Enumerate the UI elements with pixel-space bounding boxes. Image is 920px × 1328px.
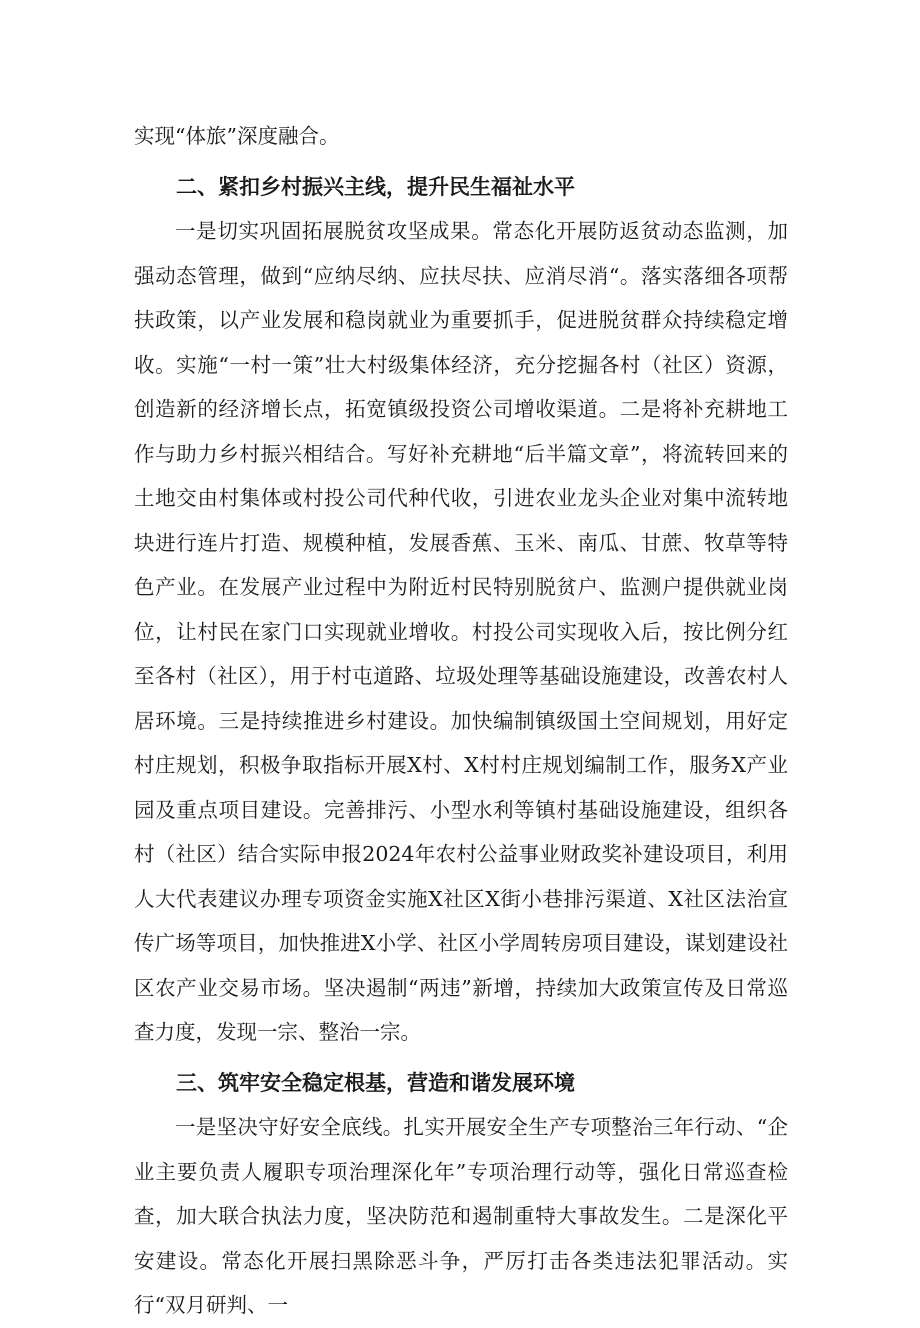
document-body — [134, 114, 788, 1328]
section-2-heading: 二、紧扣乡村振兴主线，提升民生福祉水平 — [176, 174, 575, 199]
section-2-paragraph: 一是切实巩固拓展脱贫攻坚成果。常态化开展防返贫动态监测，加强动态管理，做到“应纳尽纳、应扶尽扶、应消尽消“。落实落细各项帮扶政策，以产业发展和稳岗就业为重要抓手，促进脱贫群众持续稳定增收。实施“一村一策”壮大村级集体经济，充分挖掘各村（社区）资源，创造新的经济增长点，拓宽镇级投资公司增收渠道。二是将补充耕地工作与助力乡村振兴相结合。写好补充耕地“后半篇文章”，将流转回来的土地交由村集体或村投公司代种代收，引进农业龙头企业对集中流转地块进行连片打造、规模种植，发展香蕉、玉米、南瓜、甘蔗、牧草等特色产业。在发展产业过程中为附近村民特别脱贫户、监测户提供就业岗位，让村民在家门口实现就业增收。村投公司实现收入后，按比例分红至各村（社区），用于村屯道路、垃圾处理等基础设施建设，改善农村人居环境。三是持续推进乡村建设。加快编制镇级国土空间规划，用好定村庄规划，积极争取指标开展X村、X村村庄规划编制工作，服务X产业园及重点项目建设。完善排污、小型水利等镇村基础设施建设，组织各村（社区）结合实际申报2024年农村公益事业财政奖补建设项目，利用人大代表建议办理专项资金实施X社区X街小巷排污渠道、X社区法治宣传广场等项目，加快推进X小学、社区小学周转房项目建设，谋划建设社区农产业交易市场。坚决遏制“两违”新增，持续加大政策宣传及日常巡查力度，发现一宗、整治一宗。 — [134, 219, 788, 1044]
section-3-heading: 三、筑牢安全稳定根基，营造和谐发展环境 — [176, 1070, 575, 1095]
continued-paragraph: 实现“体旅”深度融合。 — [134, 124, 340, 148]
section-3-paragraph: 一是坚决守好安全底线。扎实开展安全生产专项整治三年行动、“企业主要负责人履职专项治理深化年”专项治理行动等，强化日常巡查检查，加大联合执法力度，坚决防范和遏制重特大事故发生。二是深化平安建设。常态化开展扫黑除恶斗争，严厉打击各类违法犯罪活动。实行“双月研判、一 — [134, 1115, 788, 1317]
